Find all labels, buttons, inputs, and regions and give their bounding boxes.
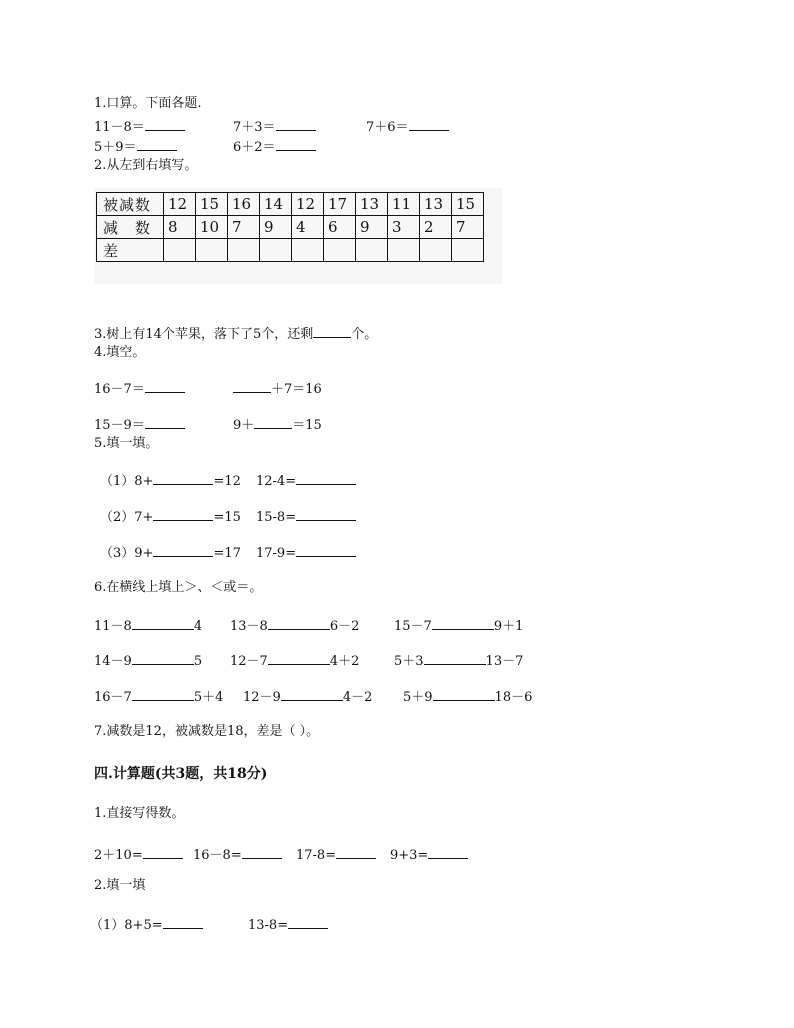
- row-label: 差: [97, 239, 164, 262]
- q1-item-5: 6＋2＝: [233, 138, 316, 156]
- q6-item: 13－8 6－2: [230, 619, 360, 634]
- answer-blank[interactable]: [242, 846, 282, 859]
- answer-blank[interactable]: [276, 118, 316, 131]
- p2-item-1: （1）8+5=: [90, 916, 203, 934]
- q5-row-2: （2）7+ =15: [100, 510, 241, 525]
- q6-item: 5＋9 18－6: [403, 690, 533, 705]
- row-label: 被减数: [97, 193, 164, 216]
- answer-blank[interactable]: [428, 846, 468, 859]
- q6-item: 16－7 5＋4: [94, 690, 224, 705]
- answer-cell[interactable]: [164, 239, 196, 262]
- q6-item: 5＋3 13－7: [394, 654, 524, 669]
- p1-item-2: 16－8=: [193, 846, 282, 864]
- table-row-difference: [97, 239, 484, 262]
- answer-blank[interactable]: [288, 916, 328, 929]
- answer-cell[interactable]: [388, 239, 420, 262]
- compare-blank[interactable]: [132, 617, 194, 630]
- answer-blank[interactable]: [254, 416, 292, 429]
- q5-row-3: （3）9+ =17: [100, 546, 241, 561]
- answer-blank[interactable]: [143, 846, 183, 859]
- q6-item: 12－9 4－2: [243, 690, 373, 705]
- table-row-minuend: 被减数 12 15 16 14 12 17 13 11 13 15: [97, 193, 484, 216]
- q6-item: 15－7 9＋1: [394, 619, 524, 634]
- answer-cell[interactable]: [452, 239, 484, 262]
- compare-blank[interactable]: [281, 688, 343, 701]
- p2-item-2: 13-8=: [248, 916, 328, 934]
- row-label: 减 数: [97, 216, 164, 239]
- answer-blank[interactable]: [233, 380, 271, 393]
- answer-blank[interactable]: [296, 544, 356, 557]
- answer-blank[interactable]: [145, 416, 185, 429]
- q6-item: 12－7 4＋2: [230, 654, 360, 669]
- answer-blank[interactable]: [276, 138, 316, 151]
- q5-row-1: （1）8+ =12: [100, 474, 241, 489]
- q5-title: 5.填一填。: [94, 436, 159, 451]
- p1-item-4: 9+3=: [390, 846, 468, 864]
- answer-blank[interactable]: [313, 325, 351, 338]
- compare-blank[interactable]: [432, 617, 494, 630]
- answer-blank[interactable]: [145, 118, 185, 131]
- q1-item-3: 7＋6＝: [366, 118, 449, 136]
- q4-item-2: ＋7＝16: [233, 380, 322, 398]
- answer-cell[interactable]: [324, 239, 356, 262]
- p1-item-3: 17-8=: [296, 846, 376, 864]
- q5-row-1b: 12-4=: [256, 472, 356, 490]
- answer-blank[interactable]: [163, 916, 203, 929]
- answer-cell[interactable]: [356, 239, 388, 262]
- q2-title: 2.从左到右填写。: [94, 158, 198, 173]
- answer-blank[interactable]: [409, 118, 449, 131]
- compare-blank[interactable]: [433, 688, 495, 701]
- answer-cell[interactable]: [260, 239, 292, 262]
- q1-item-2: 7＋3＝: [233, 118, 316, 136]
- q6-item: 11－8 4: [94, 619, 203, 634]
- answer-blank[interactable]: [153, 472, 213, 485]
- q6-item: 14－9 5: [94, 654, 203, 669]
- q1-title: 1.口算。下面各题.: [94, 96, 202, 111]
- answer-cell[interactable]: [420, 239, 452, 262]
- answer-blank[interactable]: [153, 544, 213, 557]
- q4-title: 4.填空。: [94, 345, 146, 360]
- answer-blank[interactable]: [137, 138, 177, 151]
- compare-blank[interactable]: [132, 688, 194, 701]
- answer-blank[interactable]: [153, 508, 213, 521]
- q7: 7.减数是12，被减数是18，差是（ ）。: [94, 724, 320, 739]
- q5-row-3b: 17-9=: [256, 544, 356, 562]
- answer-blank[interactable]: [145, 380, 185, 393]
- q6-title: 6.在横线上填上＞、＜或＝。: [94, 580, 263, 595]
- q5-row-2b: 15-8=: [256, 508, 356, 526]
- q1-item-1: 11－8＝: [94, 118, 185, 136]
- table-row-subtrahend: 减 数 8 10 7 9 4 6 9 3 2 7: [97, 216, 484, 239]
- answer-cell[interactable]: [228, 239, 260, 262]
- answer-cell[interactable]: [292, 239, 324, 262]
- p1-item-1: 2＋10=: [94, 846, 183, 864]
- part4-heading: 四.计算题(共3题，共18分): [94, 766, 268, 782]
- p2-title: 2.填一填: [94, 878, 146, 893]
- q4-item-4: 9＋ ＝15: [233, 418, 322, 433]
- compare-blank[interactable]: [424, 652, 486, 665]
- q4-item-1: 16－7＝: [94, 380, 185, 398]
- compare-blank[interactable]: [268, 617, 330, 630]
- q3: 3.树上有14个苹果，落下了5个，还剩 个。: [94, 327, 378, 342]
- subtraction-table: [96, 192, 484, 262]
- answer-blank[interactable]: [296, 508, 356, 521]
- compare-blank[interactable]: [268, 652, 330, 665]
- answer-blank[interactable]: [336, 846, 376, 859]
- q1-item-4: 5＋9＝: [94, 138, 177, 156]
- p1-title: 1.直接写得数。: [94, 806, 185, 821]
- answer-cell[interactable]: [196, 239, 228, 262]
- q4-item-3: 15－9＝: [94, 416, 185, 434]
- compare-blank[interactable]: [132, 652, 194, 665]
- answer-blank[interactable]: [296, 472, 356, 485]
